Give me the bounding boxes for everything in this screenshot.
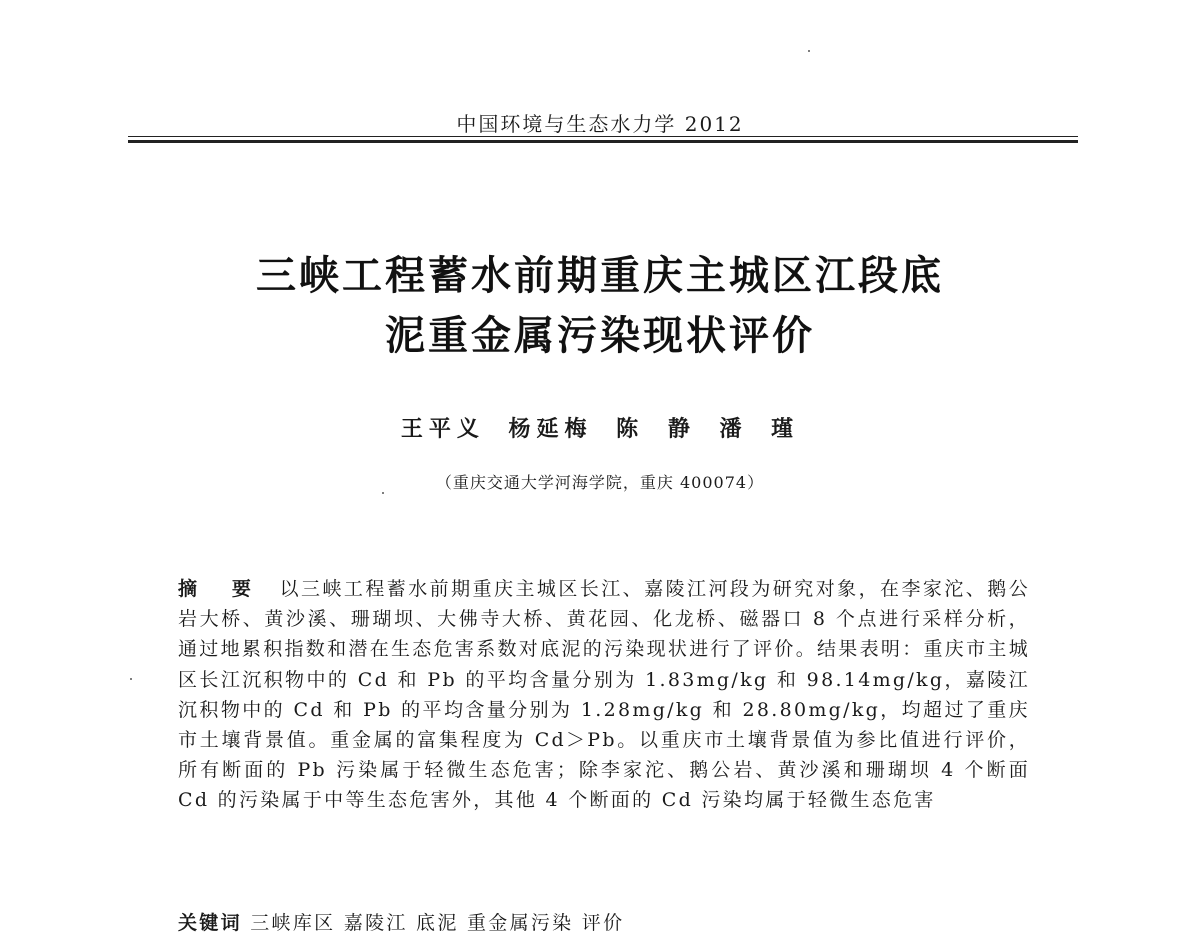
scan-speck [130, 678, 132, 680]
author-list: 王平义 杨延梅 陈 静 潘 瑾 [400, 416, 800, 442]
header-rule-thick [128, 140, 1078, 143]
abstract-label: 摘 要 [178, 578, 266, 600]
abstract-text: 以三峡工程蓄水前期重庆主城区长江、嘉陵江河段为研究对象，在李家沱、鹅公岩大桥、黄沙溪、珊瑚坝、大佛寺大桥、黄花园、化龙桥、磁器口 8 个点进行采样分析，通过地累积指数和潜在生态危害系数对底泥的污染现状进行了评价。结果表明：重庆市主城区长江沉积物中的 Cd 和 Pb 的平均含量分别为 1.83mg/kg 和 98.14mg/kg，嘉陵江沉积物中的 Cd 和 Pb 的平均含量分别为 1.28mg/kg 和 28.80mg/kg，均超过了重庆市土壤背景值。重金属的富集程度为 Cd＞Pb。以重庆市土壤背景值为参比值进行评价，所有断面的 Pb 污染属于轻微生态危害；除李家沱、鹅公岩、黄沙溪和珊瑚坝 4 个断面 Cd 的污染属于中等生态危害外，其他 4 个断面的 Cd 污染均属于轻微生态危害 [178, 578, 1031, 812]
paper-title-line-1: 三峡工程蓄水前期重庆主城区江段底 [256, 253, 944, 299]
journal-header: 中国环境与生态水力学 2012 [456, 112, 744, 136]
abstract-paragraph [178, 574, 1030, 816]
paper-title-line-2: 泥重金属污染现状评价 [385, 313, 815, 359]
scan-speck [382, 492, 384, 494]
keywords-label: 关键词 [178, 912, 242, 934]
keywords-text: 三峡库区 嘉陵江 底泥 重金属污染 评价 [250, 912, 625, 934]
author-affiliation: （重庆交通大学河海学院，重庆 400074） [435, 473, 765, 492]
keywords-line [178, 908, 1030, 938]
header-rule-thin [128, 136, 1078, 137]
scan-speck [808, 50, 810, 52]
